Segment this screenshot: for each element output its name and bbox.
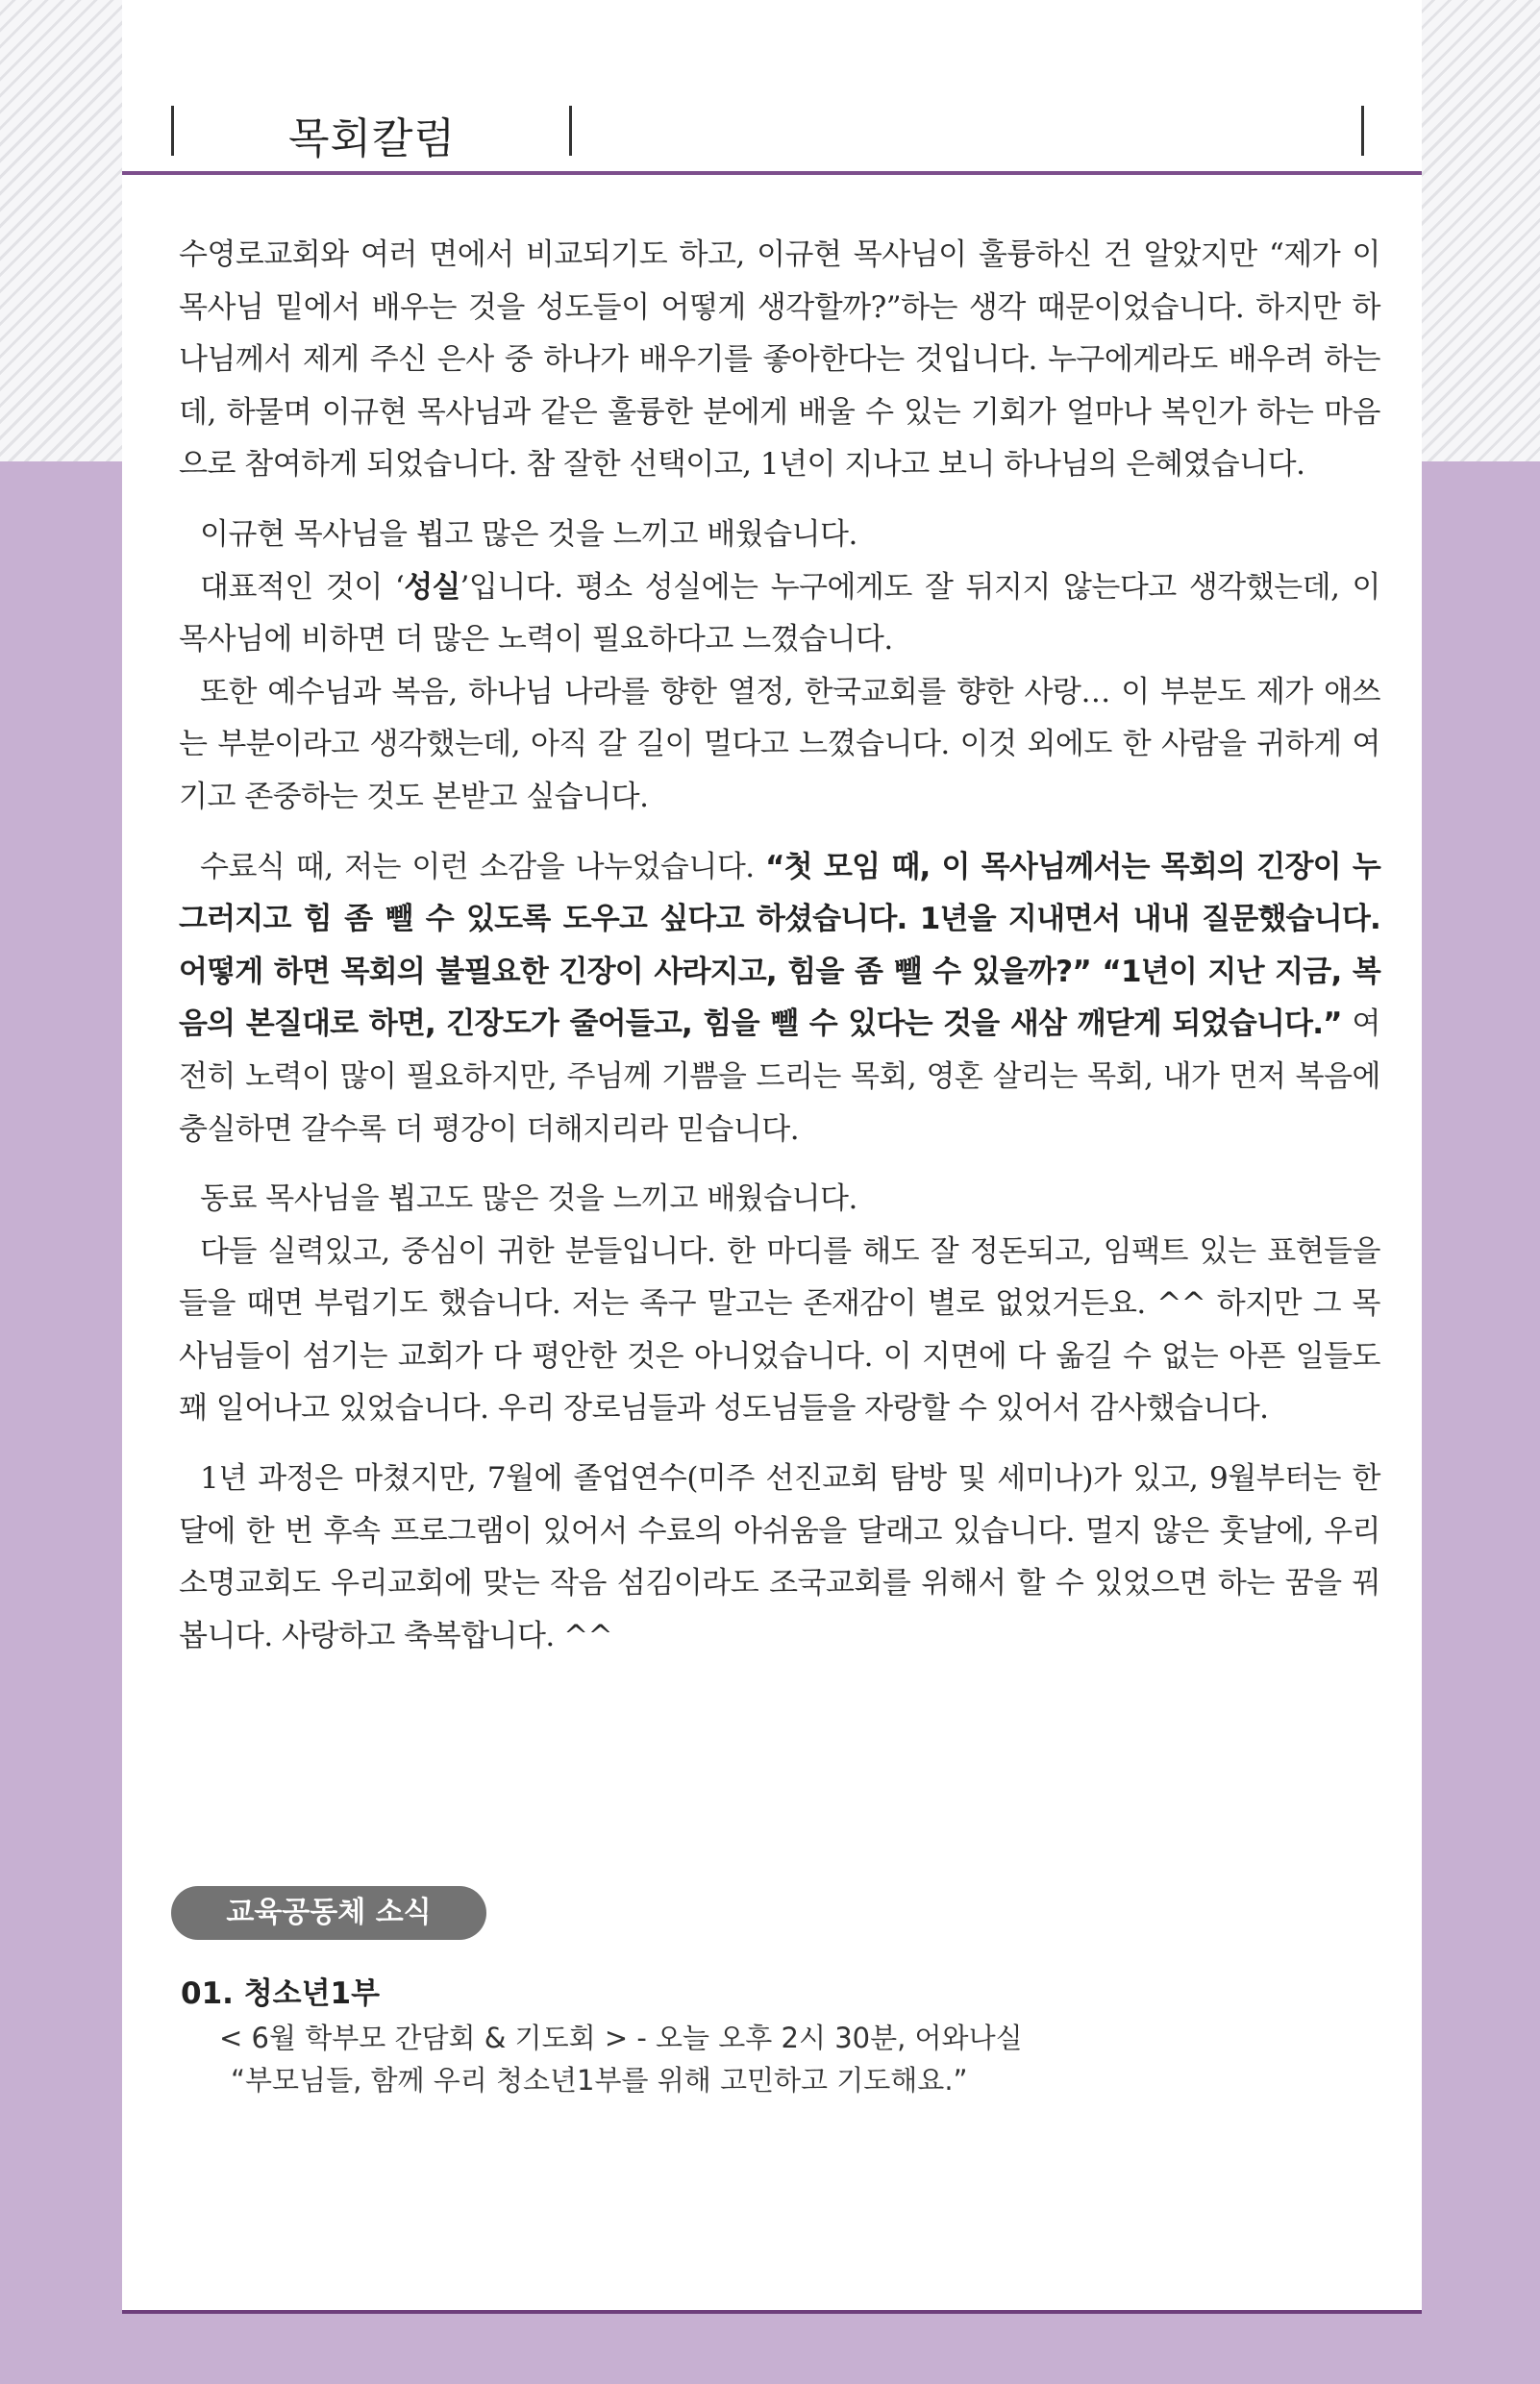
paragraph-1 [179,229,1380,491]
paragraph-2 [179,509,1380,561]
paragraph-6 [179,1173,1380,1226]
news-section-badge: 교육공동체 소식 [171,1886,486,1940]
paragraph-8 [179,1453,1380,1662]
header-divider-left [171,106,174,156]
bottom-rule [122,2310,1422,2314]
header-divider-middle [569,106,572,156]
text-segment: 다들 실력있고, 중심이 귀한 분들입니다. 한 마디를 해도 잘 정돈되고, 임팩트 있는 표현들을 들을 때면 부럽기도 했습니다. 저는 족구 말고는 존재감이 별로 없었거든요. ^^ 하지만 그 목사님들이 섬기는 교회가 다 평안한 것은 아니었습니다. 이 지면에 다 옮길 수 없는 아픈 일들도 꽤 일어나고 있었습니다. 우리 장로님들과 성도님들을 자랑할 수 있어서 감사했습니다. [179,1233,1380,1427]
text-segment: 여전히 노력이 많이 필요하지만, 주님께 기쁨을 드리는 목회, 영혼 살리는 목회, 내가 먼저 복음에 충실하면 갈수록 더 평강이 더해지리라 믿습니다. [179,1006,1380,1147]
news-item-detail: < 6월 학부모 간담회 & 기도회 > - 오늘 오후 2시 30분, 어와나실 [219,2022,1023,2054]
emphasis-quote: “첫 모임 때, 이 목사님께서는 목회의 긴장이 누그러지고 힘 좀 뺄 수 있도록 도우고 싶다고 하셨습니다. 1년을 지내면서 내내 질문했습니다. 어떻게 하면 목회의 불필요한 긴장이 사라지고, 힘을 좀 뺄 수 있을까?” “1년이 지난 지금, 복음의 본질대로 하면, 긴장도가 줄어들고, 힘을 뺄 수 있다는 것을 새삼 깨닫게 되었습니다.” [179,849,1381,1042]
text-segment: ’입니다. 평소 성실에는 누구에게도 잘 뒤지지 않는다고 생각했는데, 이 목사님에 비하면 더 많은 노력이 필요하다고 느꼈습니다. [179,569,1380,658]
news-item-heading: 01. 청소년1부 [181,1976,381,2011]
column-body [179,229,1380,1662]
text-segment: 이규현 목사님을 뵙고 많은 것을 느끼고 배웠습니다. [200,516,857,552]
header-divider-right [1361,106,1364,156]
column-title: 목회칼럼 [288,114,457,163]
paragraph-5 [179,841,1380,1156]
paragraph-7 [179,1226,1380,1435]
paragraph-3 [179,561,1380,666]
text-segment: 대표적인 것이 ‘ [200,569,405,605]
header-rule [122,171,1422,175]
text-segment: 또한 예수님과 복음, 하나님 나라를 향한 열정, 한국교회를 향한 사랑… 이 부분도 제가 애쓰는 부분이라고 생각했는데, 아직 갈 길이 멀다고 느꼈습니다. 이것 외에도 한 사람을 귀하게 여기고 존중하는 것도 본받고 싶습니다. [179,674,1380,814]
news-item-quote: “부모님들, 함께 우리 청소년1부를 위해 고민하고 기도해요.” [231,2064,968,2097]
paragraph-4 [179,666,1380,824]
text-segment: 수영로교회와 여러 면에서 비교되기도 하고, 이규현 목사님이 훌륭하신 건 알았지만 “제가 이 목사님 밑에서 배우는 것을 성도들이 어떻게 생각할까?”하는 생각 때문이었습니다. 하지만 하나님께서 제게 주신 은사 중 하나가 배우기를 좋아한다는 것입니다. 누구에게라도 배우려 하는데, 하물며 이규현 목사님과 같은 훌륭한 분에게 배울 수 있는 기회가 얼마나 복인가 하는 마음으로 참여하게 되었습니다. 참 잘한 선택이고, 1년이 지나고 보니 하나님의 은혜였습니다. [179,237,1380,483]
text-segment: 동료 목사님을 뵙고도 많은 것을 느끼고 배웠습니다. [200,1181,857,1217]
emphasis-text: 성실 [404,569,460,605]
text-segment: 수료식 때, 저는 이런 소감을 나누었습니다. [200,849,766,884]
text-segment: 1년 과정은 마쳤지만, 7월에 졸업연수(미주 선진교회 탐방 및 세미나)가 있고, 9월부터는 한 달에 한 번 후속 프로그램이 있어서 수료의 아쉬움을 달래고 있습니다. 멀지 않은 훗날에, 우리 소명교회도 우리교회에 맞는 작음 섬김이라도 조국교회를 위해서 할 수 있었으면 하는 꿈을 꿔봅니다. 사랑하고 축복합니다. ^^ [179,1461,1380,1653]
